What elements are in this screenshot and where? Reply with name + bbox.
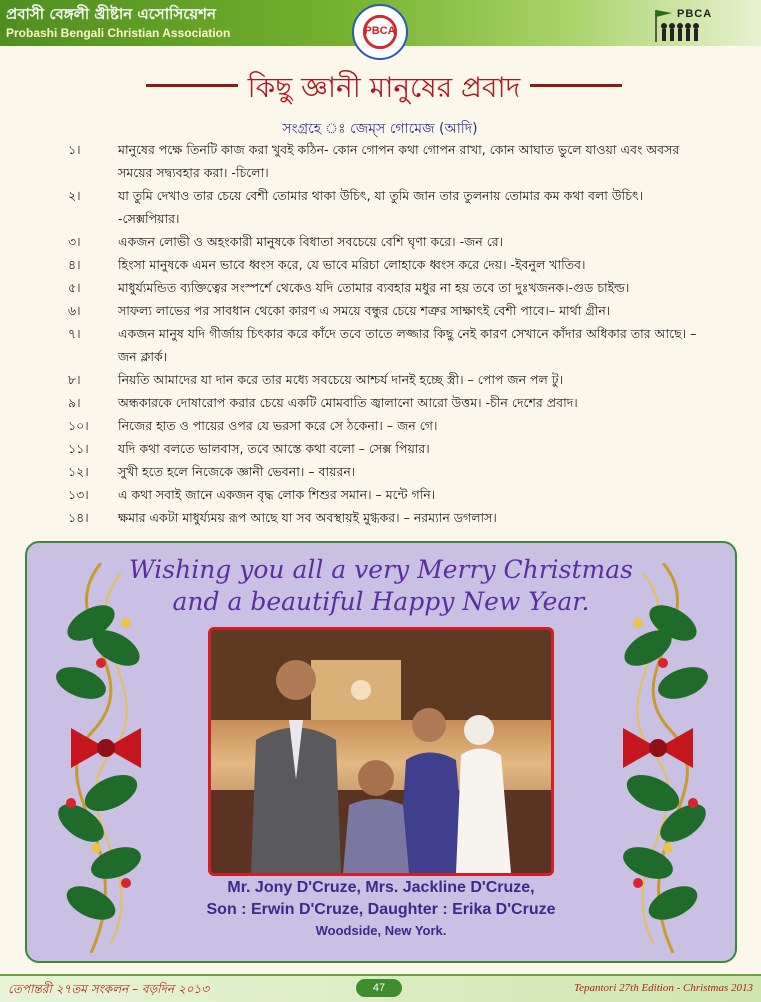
pbca-logo-text: PBCA (677, 8, 713, 20)
family-photo (208, 627, 554, 876)
item-text: একজন মানুষ যদি গীর্জায় চিৎকার করে কাঁদে তবে তাতে লজ্জার কিছু নেই কারণ সেখানে কাঁদার অধিকার তার আছে। –জন ক্লার্ক। (118, 326, 697, 364)
item-text: নিয়তি আমাদের যা দান করে তার মধ্যে সবচেয়ে আশ্চর্য দানই হচ্ছে স্ত্রী। – পোপ জন পল টু। (118, 372, 564, 387)
article-title: কিছু জ্ঞানী মানুষের প্রবাদ (247, 71, 521, 104)
item-number: ৪। (68, 257, 81, 272)
item-text: ক্ষমার একটা মাধুর্য্যময় রূপ আছে যা সব অবস্থায়ই মুগ্ধকর। – নরম্যান ডগলাস। (118, 510, 497, 525)
page-footer (0, 974, 761, 1002)
item-number: ৬। (68, 303, 81, 318)
item-number: ১। (68, 142, 81, 157)
article-subtitle: সংগ্রহে ঃ জেম্স গোমেজ (আদি) (282, 121, 478, 137)
item-text: মাধুর্য্যমন্ডিত ব্যক্তিত্বের সংস্পর্শে থেকেও যদি তোমার ব্যবহার মধুর না হয় তবে তা দুঃখজনক।-গুড চাইল্ড। (118, 280, 630, 295)
greeting-line-1: Wishing you all a very Merry Christmas (129, 555, 633, 584)
item-number: ২। (68, 188, 81, 203)
item-text: সুখী হতে হলে নিজেকে জ্ঞানী ভেবনা। – বায়রন। (118, 464, 356, 479)
item-text: সাফল্য লাভের পর সাবধান থেকো কারণ এ সময়ে বন্ধুর চেয়ে শত্রুর সাক্ষাৎই বেশী পাবে।– মার্থা গ্রীন। (118, 303, 611, 318)
item-number: ৮। (68, 372, 81, 387)
title-divider-right (530, 84, 622, 87)
item-number: ১১। (68, 441, 89, 456)
christmas-greeting-card (25, 541, 737, 963)
item-number: ৩। (68, 234, 81, 249)
item-number: ৯। (68, 395, 81, 410)
item-number: ১৩। (68, 487, 89, 502)
item-number: ১৪। (68, 510, 89, 525)
footer-edition-english: Tepantori 27th Edition - Christmas 2013 (574, 982, 753, 994)
item-text: হিংসা মানুষকে এমন ভাবে ধ্বংস করে, যে ভাবে মরিচা লোহাকে ধ্বংস করে দেয়। -ইবনুল খাতিব। (118, 257, 586, 272)
item-text: এ কথা সবাই জানে একজন বৃদ্ধ লোক শিশুর সমান। – মন্টে গনি। (118, 487, 436, 502)
pbca-seal (352, 4, 408, 60)
footer-edition-bengali: তেপান্তরী ২৭তম সংকলন – বড়দিন ২০১৩ (8, 982, 210, 996)
org-name-bengali: প্রবাসী বেঙ্গলী খ্রীষ্টান এসোসিয়েশন (6, 5, 216, 23)
item-number: ৫। (68, 280, 81, 295)
photo-caption-location: Woodside, New York. (315, 923, 447, 938)
item-text: যদি কথা বলতে ভালবাস, তবে আস্তে কথা বলো – সেক্স পিয়ার। (118, 441, 430, 456)
page-number: 47 (356, 979, 402, 997)
item-text: মানুষের পক্ষে তিনটি কাজ করা খুবই কঠিন- কোন গোপন কথা গোপন রাখা, কোন আঘাত ভুলে যাওয়া এবং অবসর সময়ের সদ্ব্যবহার করা। -চিলো। (118, 142, 680, 180)
item-text: একজন লোভী ও অহংকারী মানুষকে বিধাতা সবচেয়ে বেশি ঘৃণা করে। -জন রে। (118, 234, 504, 249)
greeting-line-2: and a beautiful Happy New Year. (172, 587, 590, 616)
item-number: ১০। (68, 418, 89, 433)
item-text: নিজের হাত ও পায়ের ওপর যে ভরসা করে সে ঠকেনা। – জন গে। (118, 418, 438, 433)
title-divider-left (146, 84, 238, 87)
item-text: অন্ধকারকে দোষারোপ করার চেয়ে একটি মোমবাতি জ্বালানো আরো উত্তম। -চীন দেশের প্রবাদ। (118, 395, 578, 410)
photo-caption-names: Mr. Jony D'Cruze, Mrs. Jackline D'Cruze, (227, 879, 535, 896)
seal-text: PBCA (364, 25, 396, 37)
org-name-english: Probashi Bengali Christian Association (6, 26, 231, 40)
photo-caption-children: Son : Erwin D'Cruze, Daughter : Erika D'Cruze (206, 901, 556, 918)
item-number: ৭। (68, 326, 81, 341)
item-text: যা তুমি দেখাও তার চেয়ে বেশী তোমার থাকা উচিৎ, যা তুমি জান তার তুলনায় তোমার কম কথা বলা উচিৎ। -সেক্সপিয়ার। (118, 188, 644, 226)
item-number: ১২। (68, 464, 89, 479)
